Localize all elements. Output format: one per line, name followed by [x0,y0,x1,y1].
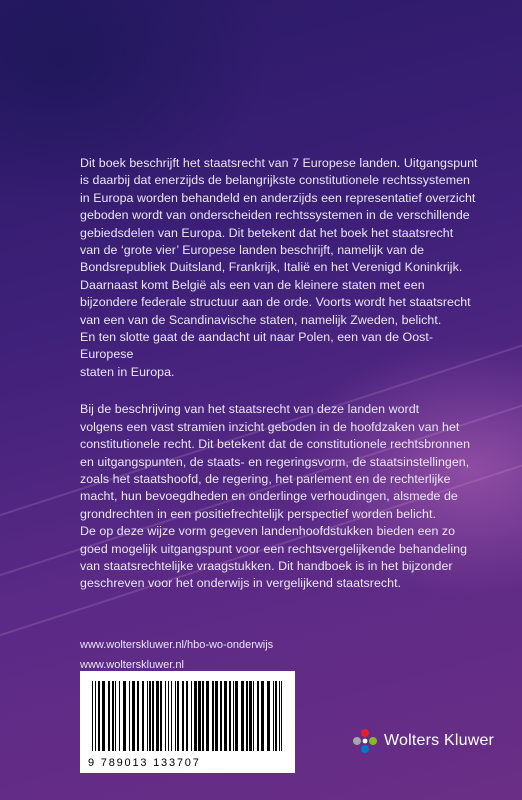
wolters-kluwer-logo-icon [352,728,378,754]
paragraph-structure: Bij de beschrijving van het staatsrecht van deze landen wordt volgens een vast stramien inzicht geboden in de hoofdzaken van het constitutionele recht. Dit betekent dat de constitutionele rechtsbronnen en uitgangspunten, de staats- en regeringsvorm, de staatsinstellingen, zoals het staatshoofd, de regering, het parlement en de rechterlijke macht, hun bevoegdheden en onderlinge verhoudingen, alsmede de grondrechten in een positiefrechtelijk perspectief worden belicht. De op deze wijze vorm gegeven landenhoofdstukken bieden een zo goed mogelijk uitgangspunt voor een rechtsvergelijkende behandeling van staatsrechtelijke vraagstukken. Dit handboek is in het bijzonder geschreven voor het onderwijs in vergelijkend staatsrecht. [80,402,471,591]
barcode-bar [233,681,234,751]
barcode-bar [119,681,120,751]
barcode-bar [281,681,282,751]
barcode-bar [275,681,277,751]
barcode-bar [215,681,218,751]
back-cover-text [80,155,480,613]
barcode-bar [168,681,169,751]
barcode-bar [198,681,201,751]
barcode-bar [182,681,184,751]
barcode-bar [235,681,238,751]
barcode-bar [102,681,105,751]
link-main[interactable]: www.wolterskluwer.nl [80,659,184,671]
publisher-links [80,635,273,675]
barcode-bar [123,681,126,751]
barcode-bar [186,681,188,751]
barcode-bar [171,681,172,751]
barcode-bar [160,681,162,751]
barcode-bar [194,681,197,751]
barcode-bar [137,681,139,751]
barcode-bar [246,681,248,751]
barcode-bar [273,681,274,751]
barcode-bars [92,681,283,751]
barcode-bar [249,681,252,751]
barcode-bar [147,681,148,751]
barcode-bar [261,681,264,751]
barcode-bar [241,681,244,751]
link-education[interactable]: www.wolterskluwer.nl/hbo-wo-onderwijs [80,639,274,651]
barcode-bar [257,681,259,751]
barcode-bar [267,681,270,751]
barcode-bar [253,681,254,751]
barcode-digits: 9 789013 133707 [88,757,201,769]
barcode-bar [191,681,192,751]
paragraph-intro: Dit boek beschrijft het staatsrecht van 7 Europese landen. Uitgangspunt is daarbij dat enerzijds de belangrijkste constitutionele rechtssystemen in Europa worden behandeld en anderzijds een representatief overzicht geboden wordt van onderscheiden rechtssystemen in de verschillende gebiedsdelen van Europa. Dit betekent dat het boek het staatsrecht van de ‘grote vier’ Europese landen beschrijft, namelijk van de Bondsrepubliek Duitsland, Frankrijk, Italië en het Verenigd Koninkrijk. Daarnaast komt België als een van de kleinere staten met een bijzondere federale structuur aan de orde. Voorts wordt het staatsrecht van een van de Scandinavische staten, namelijk Zweden, belicht. En ten slotte gaat de aandacht uit naar Polen, een van de Oost-Europese staten in Europa. [80,156,478,379]
barcode-bar [175,681,176,751]
barcode-bar [202,681,204,751]
barcode-bar [279,681,280,751]
barcode-bar [220,681,222,751]
barcode-bar [229,681,231,751]
barcode-bar [132,681,135,751]
barcode-bar [95,681,96,751]
barcode-bar [177,681,179,751]
barcode-bar [224,681,227,751]
barcode-bar [212,681,214,751]
barcode-bar [206,681,209,751]
barcode-bar [98,681,100,751]
barcode-bar [112,681,114,751]
barcode-bar [129,681,130,751]
publisher-name: Wolters Kluwer [384,732,495,749]
barcode-bar [165,681,166,751]
publisher-logo [352,728,494,754]
barcode-bar [149,681,151,751]
barcode-bar [108,681,110,751]
barcode-bar [152,681,154,751]
barcode-bar [142,681,144,751]
barcode-bar [156,681,159,751]
barcode-bar [115,681,116,751]
barcode-bar [92,681,93,751]
isbn-barcode [80,671,295,773]
